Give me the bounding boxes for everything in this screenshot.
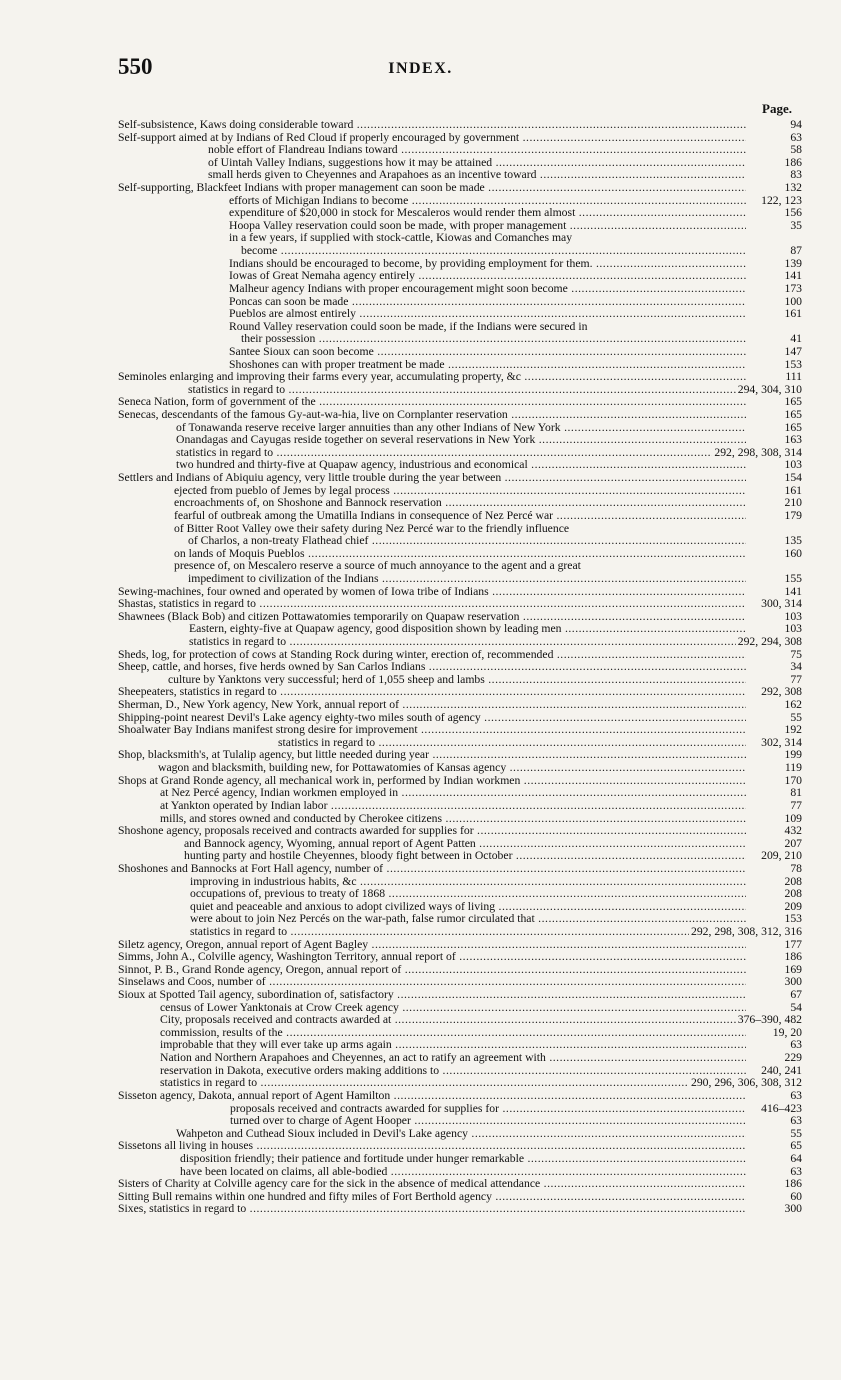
- index-entry: [118, 195, 802, 208]
- entry-text: of Tonawanda reserve receive larger annuities than any other Indians of New York .....: [176, 422, 746, 435]
- entry-text: statistics in regard to .....: [176, 447, 746, 460]
- index-entry: [118, 132, 802, 145]
- index-entry: [118, 409, 802, 422]
- entry-text: culture by Yanktons very successful; herd of 1,055 sheep and lambs .....: [168, 674, 746, 687]
- entry-page: 111: [785, 370, 802, 384]
- index-entry: [118, 611, 802, 624]
- index-entry: [118, 800, 802, 813]
- index-entry: [118, 1090, 802, 1103]
- entry-text: turned over to charge of Agent Hooper .....: [230, 1115, 746, 1128]
- entry-page: 147: [784, 344, 802, 358]
- entry-page: 77: [790, 798, 802, 812]
- entry-page: 240, 241: [761, 1063, 802, 1077]
- index-entry: [118, 270, 802, 283]
- entry-text: commission, results of the .....: [160, 1027, 746, 1040]
- entry-page: 169: [784, 962, 802, 976]
- entry-page: 60: [790, 1189, 802, 1203]
- entry-page: 63: [790, 1088, 802, 1102]
- entry-page: 186: [784, 950, 802, 964]
- entry-page: 65: [790, 1139, 802, 1153]
- entry-text: of Uintah Valley Indians, suggestions how it may be attained .....: [208, 157, 746, 170]
- index-entry: [118, 926, 802, 939]
- entry-page: 165: [784, 420, 802, 434]
- index-entry: [118, 699, 802, 712]
- entry-page: 376–390, 482: [737, 1013, 802, 1027]
- index-entry: [118, 245, 802, 258]
- index-entry: [118, 1052, 802, 1065]
- entry-page: 75: [790, 647, 802, 661]
- entry-text: statistics in regard to .....: [190, 926, 746, 939]
- entry-text: at Nez Percé agency, Indian workmen employed in .....: [160, 787, 746, 800]
- index-entry: [118, 510, 802, 523]
- index-entry: [118, 384, 802, 397]
- index-entry: [118, 1128, 802, 1141]
- index-entry: [118, 485, 802, 498]
- entry-text: Eastern, eighty-five at Quapaw agency, good disposition shown by leading men .....: [189, 623, 746, 636]
- entry-text: Sherman, D., New York agency, New York, annual report of .....: [118, 699, 746, 712]
- index-entry: [118, 169, 802, 182]
- entry-page: 119: [784, 761, 802, 775]
- entry-page: 177: [784, 937, 802, 951]
- entry-page: 199: [784, 748, 802, 762]
- index-entry: [118, 220, 802, 233]
- entry-text: Sixes, statistics in regard to .....: [118, 1203, 746, 1216]
- entry-text: Sisseton agency, Dakota, annual report of Agent Hamilton .....: [118, 1090, 746, 1103]
- index-entry: [118, 939, 802, 952]
- entry-page: 229: [784, 1051, 802, 1065]
- entry-text: Sheds, log, for protection of cows at Standing Rock during winter, erection of, recommended .....: [118, 649, 746, 662]
- index-entry: [118, 850, 802, 863]
- index-entry: [118, 333, 802, 346]
- entry-text: statistics in regard to .....: [278, 737, 746, 750]
- index-entry: [118, 371, 802, 384]
- index-entry: [118, 157, 802, 170]
- index-entry: [118, 1153, 802, 1166]
- entry-text: and Bannock agency, Wyoming, annual report of Agent Patten .....: [184, 838, 746, 851]
- entry-text: statistics in regard to .....: [188, 384, 746, 397]
- index-entry: [118, 1039, 802, 1052]
- entry-text: proposals received and contracts awarded for supplies for .....: [230, 1103, 746, 1116]
- index-entry: [118, 724, 802, 737]
- index-entry: [118, 1103, 802, 1116]
- index-entry: [118, 1203, 802, 1216]
- entry-text: Sheep, cattle, and horses, five herds owned by San Carlos Indians .....: [118, 661, 746, 674]
- index-entry: [118, 1191, 802, 1204]
- index-entry: [118, 1166, 802, 1179]
- index-entry: [118, 813, 802, 826]
- entry-page: 100: [784, 294, 802, 308]
- entry-text: Shipping-point nearest Devil's Lake agency eighty-two miles south of agency .....: [118, 712, 746, 725]
- entry-page: 58: [790, 143, 802, 157]
- index-entry: [118, 1140, 802, 1153]
- entry-text: Seminoles enlarging and improving their farms every year, accumulating property, &c .....: [118, 371, 746, 384]
- entry-text: Shastas, statistics in regard to .....: [118, 598, 746, 611]
- entry-page: 94: [790, 118, 802, 131]
- entry-text: have been located on claims, all able-bodied .....: [180, 1166, 746, 1179]
- entry-page: 64: [790, 1151, 802, 1165]
- entry-text: Self-support aimed at by Indians of Red Cloud if properly encouraged by government .....: [118, 132, 746, 145]
- entry-page: 109: [784, 811, 802, 825]
- entry-page: 163: [784, 433, 802, 447]
- entry-page: 300: [784, 975, 802, 989]
- index-entry: [118, 636, 802, 649]
- entry-text: Shoshone agency, proposals received and contracts awarded for supplies for .....: [118, 825, 746, 838]
- entry-page: 41: [790, 332, 802, 346]
- entry-page: 290, 296, 306, 308, 312: [690, 1076, 802, 1090]
- entry-text: Poncas can soon be made .....: [229, 296, 746, 309]
- entry-page: 161: [784, 483, 802, 497]
- entry-text: Seneca Nation, form of government of the .....: [118, 396, 746, 409]
- index-entry: [118, 775, 802, 788]
- index-entry: [118, 712, 802, 725]
- index-entry: [118, 119, 802, 132]
- entry-page: 35: [790, 218, 802, 232]
- index-entry: [118, 951, 802, 964]
- entry-page: 139: [784, 256, 802, 270]
- entry-page: 156: [784, 206, 802, 220]
- entry-page: 132: [784, 181, 802, 195]
- entry-text: Sisters of Charity at Colville agency care for the sick in the absence of medical attendance .....: [118, 1178, 746, 1191]
- entry-page: 186: [784, 155, 802, 169]
- entry-page: 55: [790, 710, 802, 724]
- entry-text: Round Valley reservation could soon be made, if the Indians were secured in: [229, 320, 588, 333]
- index-entry: [118, 560, 802, 573]
- entry-page: 135: [784, 534, 802, 548]
- entry-text: Wahpeton and Cuthead Sioux included in Devil's Lake agency .....: [176, 1128, 746, 1141]
- index-entry: [118, 876, 802, 889]
- entry-text: City, proposals received and contracts awarded at .....: [160, 1014, 746, 1027]
- entry-text: of Bitter Root Valley owe their safety during Nez Percé war to the friendly influence: [174, 522, 570, 535]
- index-entry: [118, 258, 802, 271]
- entry-text: fearful of outbreak among the Umatilla Indians in consequence of Nez Percé war .....: [174, 510, 746, 523]
- entry-page: 192: [784, 723, 802, 737]
- entry-page: 63: [790, 1114, 802, 1128]
- entry-page: 165: [784, 408, 802, 422]
- entry-page: 55: [790, 1126, 802, 1140]
- entry-page: 54: [790, 1000, 802, 1014]
- index-entry: [118, 308, 802, 321]
- entry-page: 103: [784, 622, 802, 636]
- entry-text: on lands of Moquis Pueblos .....: [174, 548, 746, 561]
- index-entry: [118, 1014, 802, 1027]
- entry-page: 122, 123: [761, 193, 802, 207]
- entry-page: 165: [784, 395, 802, 409]
- index-entry: [118, 548, 802, 561]
- index-entry: [118, 661, 802, 674]
- entry-text: Iowas of Great Nemaha agency entirely .....: [229, 270, 746, 283]
- entry-text: Settlers and Indians of Abiquiu agency, very little trouble during the year between .....: [118, 472, 746, 485]
- index-entry: [118, 686, 802, 699]
- entry-text: were about to join Nez Percés on the war-path, false rumor circulated that .....: [190, 913, 746, 926]
- index-entry: [118, 182, 802, 195]
- entry-page: 170: [784, 773, 802, 787]
- entry-text: hunting party and hostile Cheyennes, bloody fight between in October .....: [184, 850, 746, 863]
- index-entry: [118, 535, 802, 548]
- entry-page: 294, 304, 310: [737, 382, 802, 396]
- index-entry: [118, 573, 802, 586]
- entry-text: Sissetons all living in houses .....: [118, 1140, 746, 1153]
- entry-page: 153: [784, 912, 802, 926]
- entry-page: 81: [790, 786, 802, 800]
- page-number: 550: [118, 54, 153, 79]
- index-entries: [118, 119, 802, 1216]
- index-entry: [118, 1077, 802, 1090]
- entry-page: 300, 314: [761, 597, 802, 611]
- entry-text: Shop, blacksmith's, at Tulalip agency, but little needed during year .....: [118, 749, 746, 762]
- index-entry: [118, 888, 802, 901]
- index-entry: [118, 598, 802, 611]
- entry-text: census of Lower Yanktonais at Crow Creek agency .....: [160, 1002, 746, 1015]
- entry-text: Indians should be encouraged to become, by providing employment for them. .....: [229, 258, 746, 271]
- entry-page: 63: [790, 130, 802, 144]
- entry-text: quiet and peaceable and anxious to adopt civilized ways of living .....: [190, 901, 746, 914]
- index-entry: [118, 523, 802, 536]
- entry-text: Onandagas and Cayugas reside together on several reservations in New York .....: [176, 434, 746, 447]
- entry-text: ejected from pueblo of Jemes by legal process .....: [174, 485, 746, 498]
- entry-text: Sioux at Spotted Tail agency, subordination of, satisfactory .....: [118, 989, 746, 1002]
- index-entry: [118, 1002, 802, 1015]
- entry-text: Sitting Bull remains within one hundred and fifty miles of Fort Berthold agency .....: [118, 1191, 746, 1204]
- index-entry: [118, 863, 802, 876]
- entry-page: 210: [784, 496, 802, 510]
- index-entry: [118, 749, 802, 762]
- page-column-label: Page.: [762, 101, 792, 116]
- entry-page: 19, 20: [772, 1025, 802, 1039]
- entry-page: 207: [784, 836, 802, 850]
- entry-text: Nation and Northern Arapahoes and Cheyennes, an act to ratify an agreement with .....: [160, 1052, 746, 1065]
- index-entry: [118, 787, 802, 800]
- index-entry: [118, 964, 802, 977]
- entry-text: at Yankton operated by Indian labor .....: [160, 800, 746, 813]
- index-entry: [118, 649, 802, 662]
- entry-text: Shoshones and Bannocks at Fort Hall agency, number of .....: [118, 863, 746, 876]
- entry-text: of Charlos, a non-treaty Flathead chief .....: [188, 535, 746, 548]
- entry-page: 179: [784, 508, 802, 522]
- entry-text: Shawnees (Black Bob) and citizen Pottawatomies temporarily on Quapaw reservation .....: [118, 611, 746, 624]
- running-head: INDEX.: [388, 60, 453, 77]
- entry-text: disposition friendly; their patience and fortitude under hunger remarkable .....: [180, 1153, 746, 1166]
- entry-page: 292, 298, 308, 312, 316: [690, 925, 802, 938]
- entry-page: 186: [784, 1177, 802, 1191]
- entry-text: reservation in Dakota, executive orders making additions to .....: [160, 1065, 746, 1078]
- entry-text: Pueblos are almost entirely .....: [229, 308, 746, 321]
- entry-page: 302, 314: [761, 735, 802, 749]
- entry-page: 208: [784, 887, 802, 901]
- entry-text: Siletz agency, Oregon, annual report of Agent Bagley .....: [118, 939, 746, 952]
- entry-page: 141: [784, 269, 802, 283]
- entry-text: Self-subsistence, Kaws doing considerable toward .....: [118, 119, 746, 132]
- index-entry: [118, 283, 802, 296]
- entry-text: two hundred and thirty-five at Quapaw agency, industrious and economical .....: [176, 459, 746, 472]
- index-entry: [118, 989, 802, 1002]
- entry-text: Self-supporting, Blackfeet Indians with proper management can soon be made .....: [118, 182, 746, 195]
- index-entry: [118, 346, 802, 359]
- entry-page: 209, 210: [761, 849, 802, 863]
- entry-page: 83: [790, 168, 802, 182]
- entry-page: 77: [790, 672, 802, 686]
- index-entry: [118, 459, 802, 472]
- entry-text: mills, and stores owned and conducted by Cherokee citizens .....: [160, 813, 746, 826]
- index-entry: [118, 207, 802, 220]
- entry-page: 292, 298, 308, 314: [714, 445, 802, 459]
- entry-page: 209: [784, 899, 802, 913]
- entry-page: 63: [790, 1164, 802, 1178]
- entry-text: Sinnot, P. B., Grand Ronde agency, Oregon, annual report of .....: [118, 964, 746, 977]
- entry-page: 416–423: [761, 1101, 802, 1115]
- entry-page: 292, 308: [761, 685, 802, 699]
- entry-text: statistics in regard to .....: [189, 636, 746, 649]
- entry-page: 154: [784, 471, 802, 485]
- index-entry: [118, 321, 802, 334]
- entry-page: 160: [784, 546, 802, 560]
- entry-page: 432: [784, 824, 802, 838]
- entry-text: Shoalwater Bay Indians manifest strong desire for improvement .....: [118, 724, 746, 737]
- index-entry: [118, 434, 802, 447]
- index-entry: [118, 472, 802, 485]
- entry-page: 155: [784, 571, 802, 585]
- entry-text: expenditure of $20,000 in stock for Mescaleros would render them almost .....: [229, 207, 746, 220]
- index-entry: [118, 737, 802, 750]
- index-entry: [118, 623, 802, 636]
- index-entry: [118, 976, 802, 989]
- entry-text: Hoopa Valley reservation could soon be made, with proper management .....: [229, 220, 746, 233]
- entry-page: 87: [790, 244, 802, 258]
- entry-page: 67: [790, 988, 802, 1002]
- index-entry: [118, 396, 802, 409]
- entry-text: impediment to civilization of the Indians .....: [188, 573, 746, 586]
- entry-text: efforts of Michigan Indians to become .....: [229, 195, 746, 208]
- entry-page: 173: [784, 281, 802, 295]
- index-entry: [118, 296, 802, 309]
- index-entry: [118, 422, 802, 435]
- entry-text: become .....: [241, 245, 746, 258]
- entry-text: Sewing-machines, four owned and operated by women of Iowa tribe of Indians .....: [118, 586, 746, 599]
- entry-page: 103: [784, 609, 802, 623]
- entry-text: Santee Sioux can soon become .....: [229, 346, 746, 359]
- entry-page: 208: [784, 874, 802, 888]
- entry-text: wagon and blacksmith, building new, for Pottawatomies of Kansas agency .....: [158, 762, 746, 775]
- entry-text: improbable that they will ever take up arms again .....: [160, 1039, 746, 1052]
- entry-page: 63: [790, 1038, 802, 1052]
- entry-text: Sinselaws and Coos, number of .....: [118, 976, 746, 989]
- entry-page: 78: [790, 861, 802, 875]
- entry-text: small herds given to Cheyennes and Arapahoes as an incentive toward .....: [208, 169, 746, 182]
- index-entry: [118, 1027, 802, 1040]
- index-entry: [118, 586, 802, 599]
- entry-page: 161: [784, 307, 802, 321]
- index-entry: [118, 674, 802, 687]
- entry-text: Malheur agency Indians with proper encouragement might soon become .....: [229, 283, 746, 296]
- entry-text: statistics in regard to .....: [160, 1077, 746, 1090]
- index-entry: [118, 762, 802, 775]
- entry-text: Senecas, descendants of the famous Gy-aut-wa-hia, live on Cornplanter reservation .....: [118, 409, 746, 422]
- index-entry: [118, 447, 802, 460]
- entry-text: Sheepeaters, statistics in regard to .....: [118, 686, 746, 699]
- index-entry: [118, 901, 802, 914]
- entry-page: 292, 294, 308: [737, 634, 802, 648]
- entry-page: 34: [790, 660, 802, 674]
- index-entry: [118, 1178, 802, 1191]
- entry-text: their possession .....: [241, 333, 746, 346]
- entry-text: encroachments of, on Shoshone and Bannock reservation .....: [174, 497, 746, 510]
- entry-page: 141: [784, 584, 802, 598]
- entry-text: Shoshones can with proper treatment be made .....: [229, 359, 746, 372]
- index-entry: [118, 825, 802, 838]
- entry-page: 300: [784, 1202, 802, 1216]
- entry-text: occupations of, previous to treaty of 1868 .....: [190, 888, 746, 901]
- index-entry: [118, 144, 802, 157]
- entry-page: 162: [784, 698, 802, 712]
- entry-text: presence of, on Mescalero reserve a source of much annoyance to the agent and a great: [174, 560, 581, 573]
- entry-text: in a few years, if supplied with stock-cattle, Kiowas and Comanches may: [229, 232, 573, 245]
- entry-text: Simms, John A., Colville agency, Washington Territory, annual report of .....: [118, 951, 746, 964]
- entry-page: 153: [784, 357, 802, 371]
- index-entry: [118, 232, 802, 245]
- index-entry: [118, 838, 802, 851]
- entry-text: noble effort of Flandreau Indians toward .....: [208, 144, 746, 157]
- index-entry: [118, 497, 802, 510]
- entry-page: 103: [784, 458, 802, 472]
- entry-text: Shops at Grand Ronde agency, all mechanical work in, performed by Indian workmen .....: [118, 775, 746, 788]
- index-entry: [118, 359, 802, 372]
- index-entry: [118, 1115, 802, 1128]
- entry-text: improving in industrious habits, &c .....: [190, 876, 746, 889]
